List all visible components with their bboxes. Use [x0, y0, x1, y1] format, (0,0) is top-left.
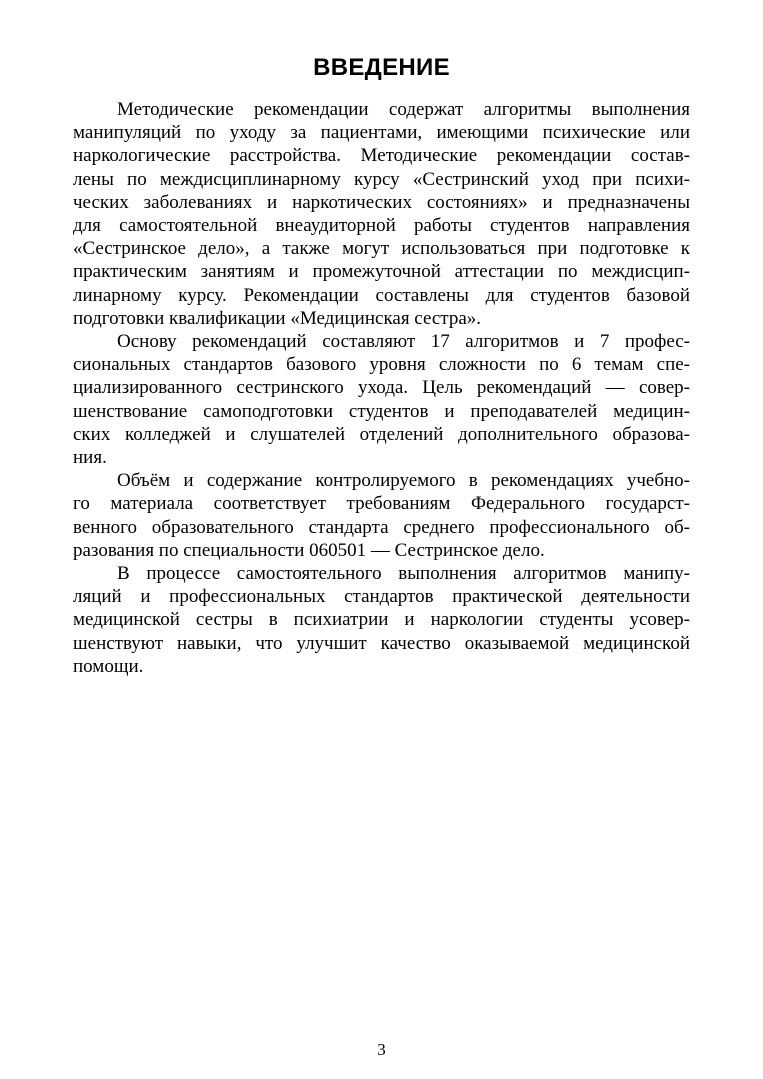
text-line: для самостоятельной внеаудиторной работы студентов направления	[73, 215, 690, 237]
text-line: помощи.	[73, 655, 144, 677]
text-line: Объём и содержание контролируемого в рекомендациях учебно-	[117, 470, 690, 492]
text-line: венного образовательного стандарта среднего профессионального об-	[73, 516, 690, 538]
paragraph-2	[73, 330, 690, 469]
text-line: подготовки квалификации «Медицинская сестра».	[73, 307, 482, 329]
text-line: шенствование самоподготовки студентов и преподавателей медицин-	[73, 400, 690, 422]
text-line: ния.	[73, 447, 107, 469]
text-line: ляций и профессиональных стандартов практической деятельности	[73, 586, 690, 608]
paragraph-1	[73, 98, 690, 330]
text-line: разования по специальности 060501 — Сестринское дело.	[73, 539, 545, 561]
paragraph-3	[73, 469, 690, 562]
text-line: Методические рекомендации содержат алгоритмы выполнения	[117, 99, 690, 120]
text-line: го материала соответствует требованиям Федерального государст-	[73, 493, 690, 515]
text-line: сиональных стандартов базового уровня сложности по 6 темам спе-	[73, 354, 690, 376]
text-line: линарному курсу. Рекомендации составлены для студентов базовой	[73, 284, 690, 306]
text-line: шенствуют навыки, что улучшит качество оказываемой медицинской	[73, 632, 690, 654]
text-line: ческих заболеваниях и наркотических состояниях» и предназначены	[73, 191, 690, 213]
text-line: практическим занятиям и промежуточной аттестации по междисцип-	[73, 261, 690, 283]
text-line: манипуляций по уходу за пациентами, имеющими психические или	[73, 122, 690, 144]
paragraph-4	[73, 562, 690, 678]
page-title: ВВЕДЕНИЕ	[313, 54, 450, 81]
text-line: В процессе самостоятельного выполнения алгоритмов манипу-	[117, 563, 690, 585]
text-line: циализированного сестринского ухода. Цель рекомендаций — совер-	[73, 377, 690, 399]
text-line: «Сестринское дело», а также могут использоваться при подготовке к	[73, 238, 690, 260]
text-line: лены по междисциплинарному курсу «Сестринский уход при психи-	[73, 168, 690, 190]
text-line: медицинской сестры в психиатрии и наркологии студенты усовер-	[73, 609, 690, 631]
body-text	[73, 98, 690, 678]
page-number: 3	[377, 1040, 386, 1059]
text-line: ских колледжей и слушателей отделений дополнительного образова-	[73, 423, 690, 445]
text-line: Основу рекомендаций составляют 17 алгоритмов и 7 профес-	[117, 331, 690, 353]
text-line: наркологические расстройства. Методические рекомендации состав-	[73, 145, 690, 167]
